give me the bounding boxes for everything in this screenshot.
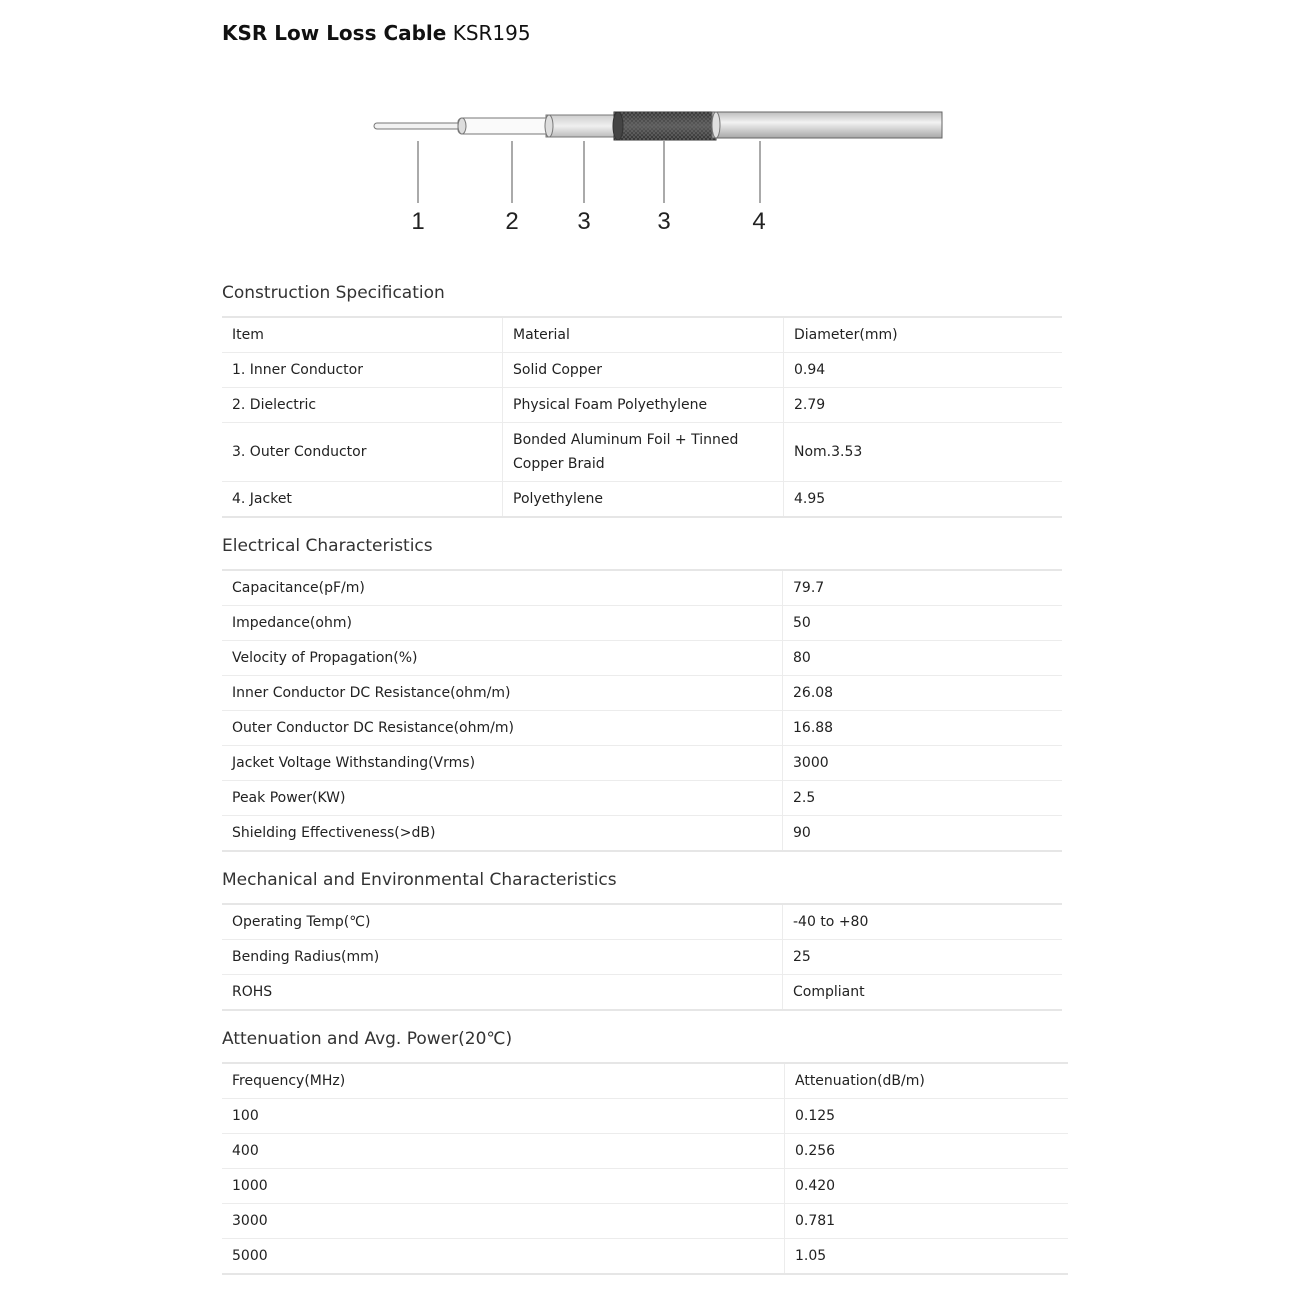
table-row	[222, 388, 1062, 423]
cable-cross-section-icon	[360, 95, 960, 245]
param-value: -40 to +80	[783, 904, 1063, 940]
item-cell: 3. Outer Conductor	[222, 423, 503, 482]
item-cell: 1. Inner Conductor	[222, 353, 503, 388]
table-row	[222, 1134, 1068, 1169]
frequency-cell: 5000	[232, 1248, 268, 1264]
attenuation-cell: 0.420	[785, 1169, 1069, 1204]
param-value: 50	[783, 606, 1063, 641]
param-label: Capacitance(pF/m)	[222, 570, 783, 606]
table-row	[222, 711, 1062, 746]
param-label: Jacket Voltage Withstanding(Vrms)	[222, 746, 783, 781]
table-row	[222, 570, 1062, 606]
table-row	[222, 781, 1062, 816]
param-label: Operating Temp(℃)	[222, 904, 783, 940]
param-label: ROHS	[232, 984, 273, 1000]
table-row	[222, 904, 1062, 940]
section-title-electrical: Electrical Characteristics	[222, 536, 433, 556]
diameter-cell: 2.79	[784, 388, 1063, 423]
param-label: Inner Conductor DC Resistance(ohm/m)	[222, 676, 783, 711]
table-row	[222, 940, 1062, 975]
param-label: Shielding Effectiveness(>dB)	[232, 825, 436, 841]
param-value: 16.88	[783, 711, 1063, 746]
electrical-table	[222, 569, 1062, 852]
callout-2: 2	[505, 208, 519, 235]
table-row	[222, 641, 1062, 676]
section-title-attenuation: Attenuation and Avg. Power(20℃)	[222, 1029, 513, 1049]
table-row	[222, 1169, 1068, 1204]
table-row	[222, 606, 1062, 641]
param-label: Impedance(ohm)	[222, 606, 783, 641]
table-row	[222, 1099, 1068, 1134]
table-header-row	[222, 317, 1062, 353]
attenuation-table	[222, 1062, 1068, 1275]
diameter-cell: 0.94	[784, 353, 1063, 388]
item-cell: 2. Dielectric	[222, 388, 503, 423]
callout-3b: 3	[657, 208, 671, 235]
param-value: 79.7	[783, 570, 1063, 606]
attenuation-cell: 1.05	[785, 1239, 1069, 1275]
param-value: 90	[783, 816, 1063, 852]
callout-4: 4	[752, 208, 766, 235]
header-attenuation: Attenuation(dB/m)	[785, 1063, 1069, 1099]
construction-table	[222, 316, 1062, 518]
attenuation-cell: 0.781	[785, 1204, 1069, 1239]
page-title	[222, 21, 531, 45]
table-row	[222, 423, 1062, 482]
header-diameter: Diameter(mm)	[784, 317, 1063, 353]
param-value: 2.5	[783, 781, 1063, 816]
model-number: KSR195	[452, 21, 531, 45]
param-label: Outer Conductor DC Resistance(ohm/m)	[222, 711, 783, 746]
table-row	[222, 676, 1062, 711]
attenuation-cell: 0.125	[785, 1099, 1069, 1134]
table-row	[222, 482, 1062, 518]
title-bold: KSR Low Loss Cable	[222, 21, 447, 45]
param-value: Compliant	[783, 975, 1063, 1011]
frequency-cell: 100	[222, 1099, 785, 1134]
table-row	[222, 746, 1062, 781]
item-cell: 4. Jacket	[232, 491, 292, 507]
param-value: 3000	[783, 746, 1063, 781]
section-title-construction: Construction Specification	[222, 283, 445, 303]
frequency-cell: 3000	[222, 1204, 785, 1239]
callout-1: 1	[411, 208, 425, 235]
frequency-cell: 1000	[222, 1169, 785, 1204]
param-value: 26.08	[783, 676, 1063, 711]
table-row	[222, 353, 1062, 388]
material-cell: Solid Copper	[503, 353, 784, 388]
param-value: 25	[783, 940, 1063, 975]
attenuation-cell: 0.256	[785, 1134, 1069, 1169]
param-label: Peak Power(KW)	[222, 781, 783, 816]
header-material: Material	[503, 317, 784, 353]
material-cell: Polyethylene	[503, 482, 784, 518]
diameter-cell: 4.95	[784, 482, 1063, 518]
header-frequency: Frequency(MHz)	[222, 1063, 785, 1099]
table-header-row	[222, 1063, 1068, 1099]
table-row	[222, 1239, 1068, 1275]
param-value: 80	[783, 641, 1063, 676]
frequency-cell: 400	[222, 1134, 785, 1169]
table-row	[222, 975, 1062, 1011]
mechanical-table	[222, 903, 1062, 1011]
section-title-mechanical: Mechanical and Environmental Characteristics	[222, 870, 617, 890]
material-cell: Bonded Aluminum Foil + Tinned Copper Braid	[503, 423, 784, 482]
table-row	[222, 816, 1062, 852]
material-cell: Physical Foam Polyethylene	[503, 388, 784, 423]
cable-diagram	[360, 95, 960, 245]
diameter-cell: Nom.3.53	[784, 423, 1063, 482]
param-label: Velocity of Propagation(%)	[222, 641, 783, 676]
callout-3a: 3	[577, 208, 591, 235]
header-item: Item	[222, 317, 503, 353]
param-label: Bending Radius(mm)	[222, 940, 783, 975]
table-row	[222, 1204, 1068, 1239]
